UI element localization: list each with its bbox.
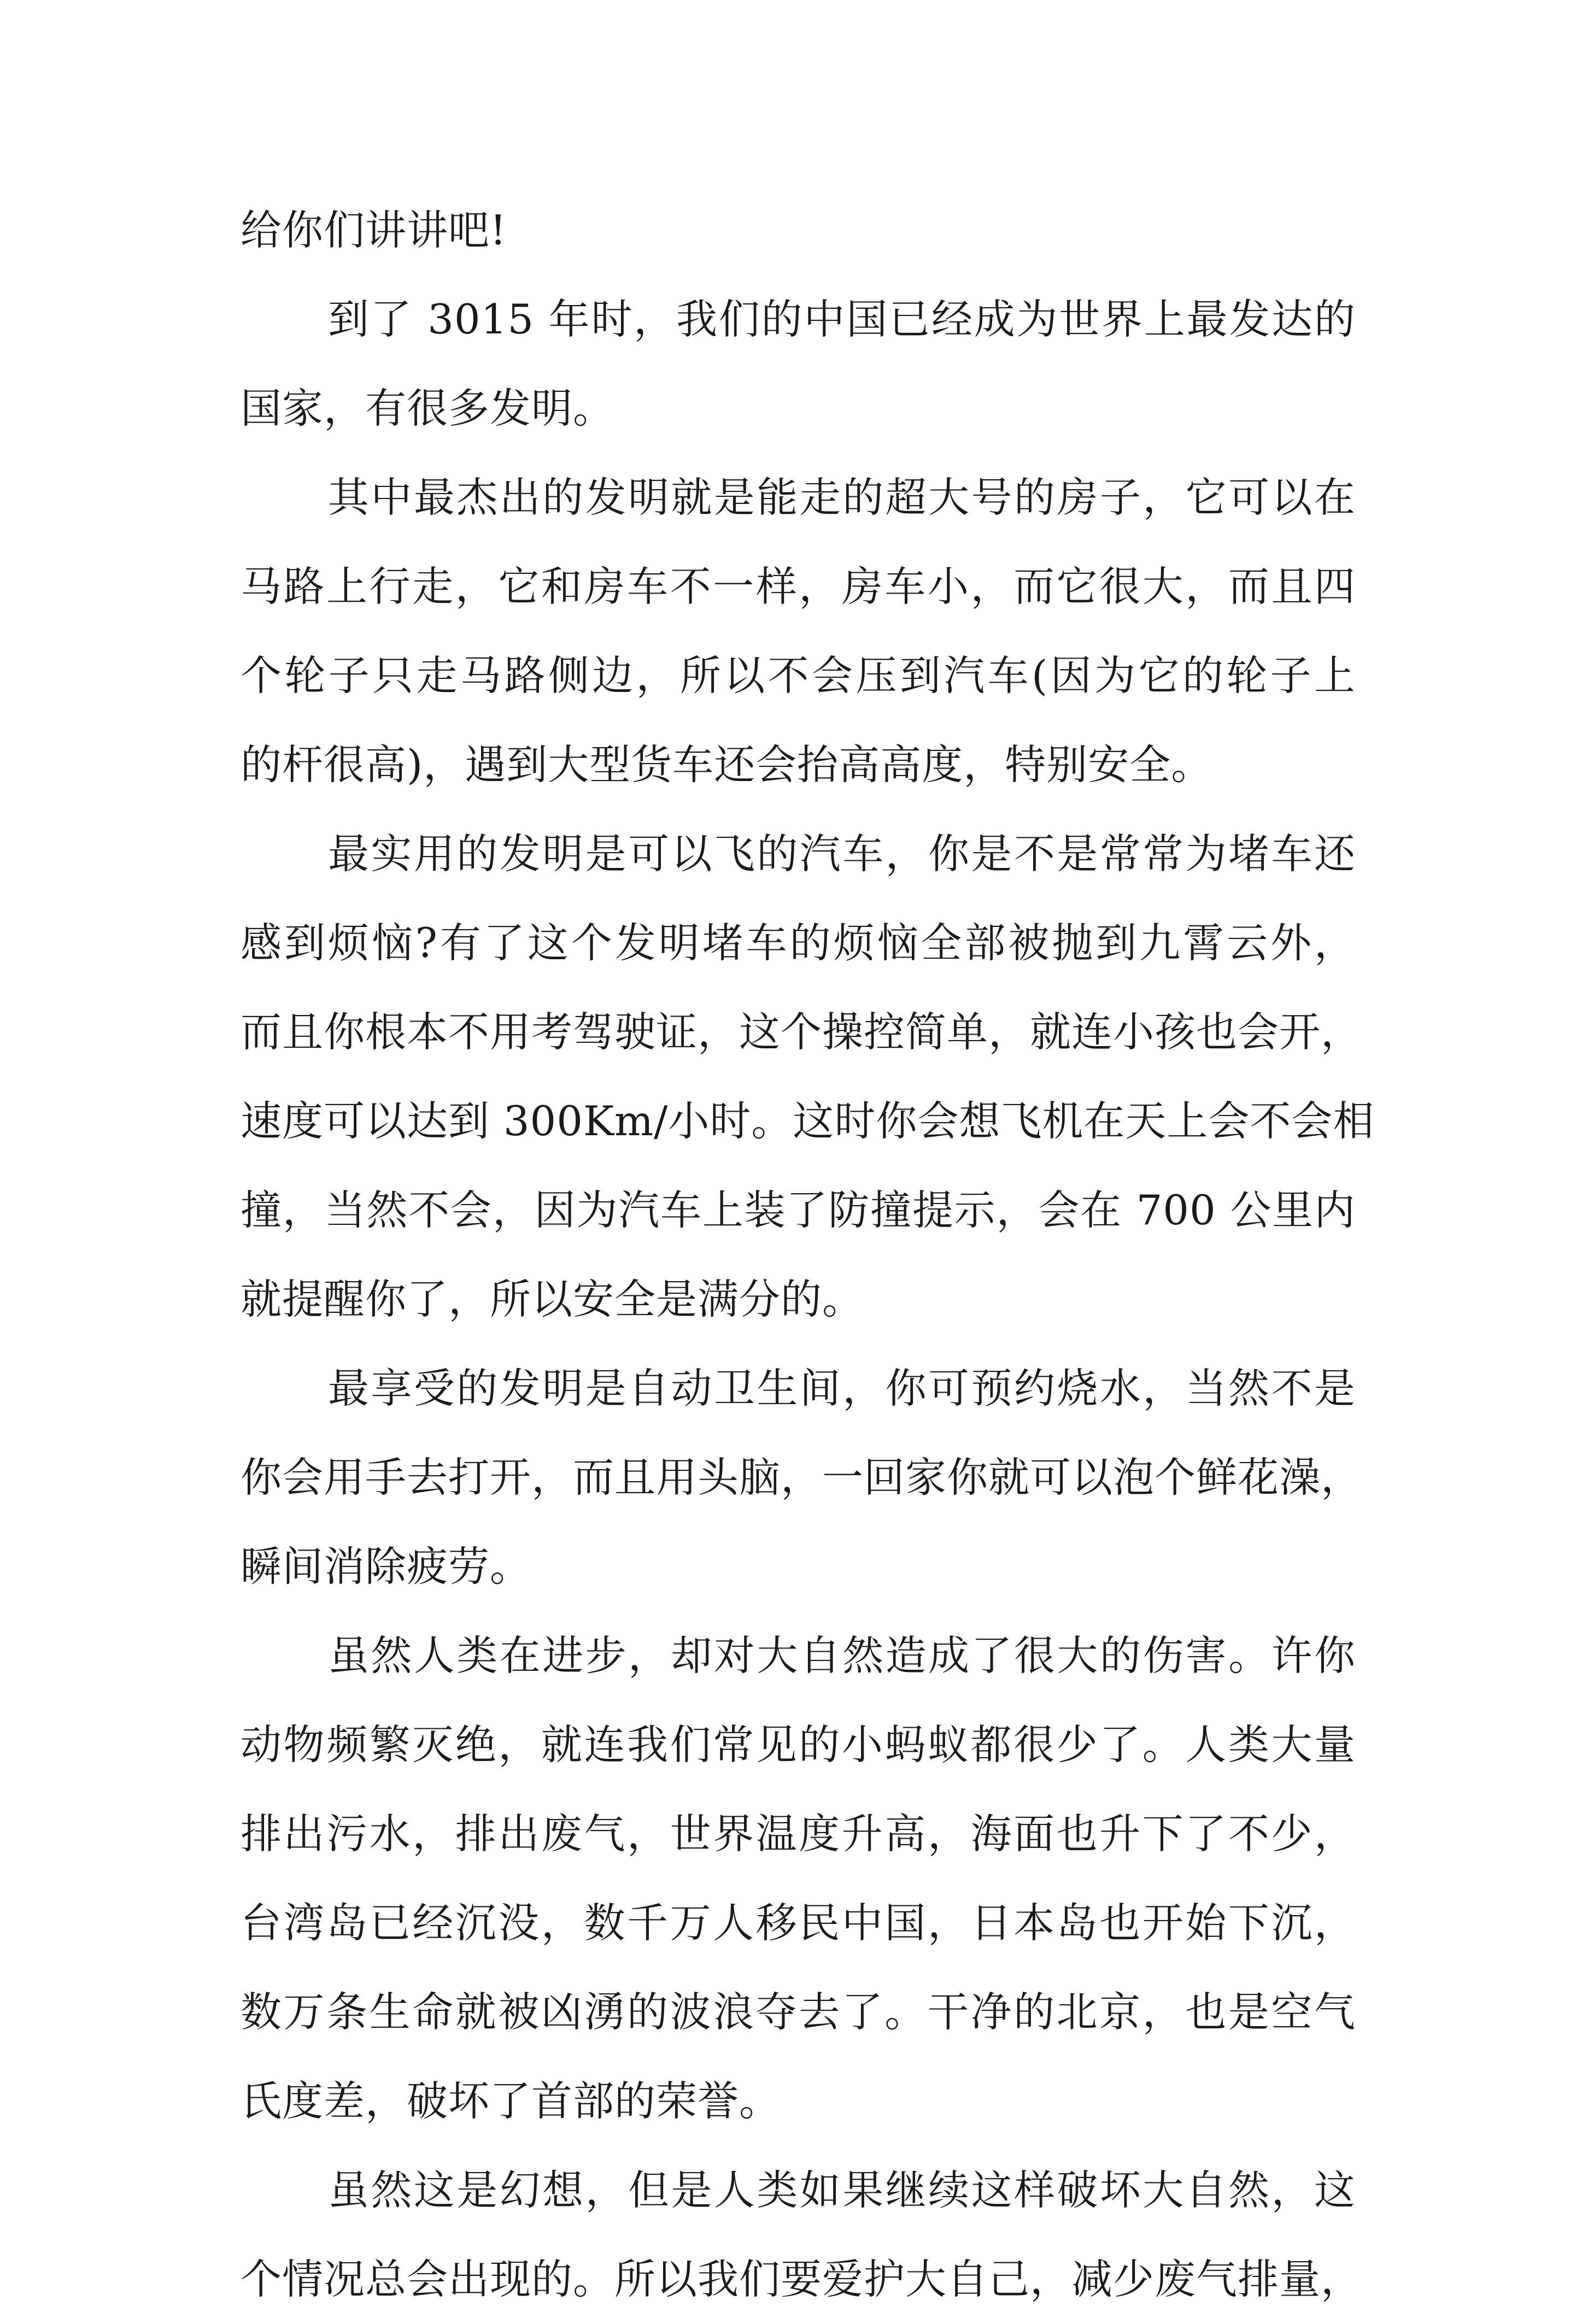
text-line: 撞，当然不会，因为汽车上装了防撞提示，会在 700 公里内: [241, 1186, 1356, 1234]
text-line: 个轮子只走马路侧边，所以不会压到汽车(因为它的轮子上: [241, 652, 1356, 700]
text-line: 个情况总会出现的。所以我们要爱护大自己，减少废气排量，: [241, 2255, 1363, 2303]
text-line: 感到烦恼?有了这个发明堵车的烦恼全部被抛到九霄云外，: [241, 919, 1356, 967]
text-line: 国家，有很多发明。: [241, 384, 615, 432]
text-line: 虽然人类在进步，却对大自然造成了很大的伤害。许你: [328, 1632, 1356, 1680]
text-line: 数万条生命就被凶湧的波浪夺去了。干净的北京，也是空气: [241, 1988, 1356, 2036]
text-line: 你会用手去打开，而且用头脑，一回家你就可以泡个鲜花澡，: [241, 1453, 1363, 1501]
text-line: 给你们讲讲吧!: [241, 206, 507, 254]
text-line: 的杆很高)，遇到大型货车还会抬高高度，特别安全。: [241, 741, 1213, 789]
text-line: 最享受的发明是自动卫生间，你可预约烧水，当然不是: [328, 1364, 1356, 1412]
essay-body: [241, 186, 1375, 2324]
text-line: 排出污水，排出废气，世界温度升高，海面也升下了不少，: [241, 1810, 1356, 1858]
text-line: 速度可以达到 300Km/小时。这时你会想飞机在天上会不会相: [241, 1097, 1375, 1145]
text-line: 其中最杰出的发明就是能走的超大号的房子，它可以在: [328, 473, 1356, 521]
text-line: 瞬间消除疲劳。: [241, 1542, 532, 1591]
text-line: 虽然这是幻想，但是人类如果继续这样破坏大自然，这: [328, 2166, 1356, 2214]
text-line: 马路上行走，它和房车不一样，房车小，而它很大，而且四: [241, 562, 1356, 611]
text-line: 到了 3015 年时，我们的中国已经成为世界上最发达的: [328, 295, 1356, 343]
text-line: 最实用的发明是可以飞的汽车，你是不是常常为堵车还: [328, 830, 1356, 878]
text-line: 氏度差，破坏了首部的荣誉。: [241, 2077, 781, 2125]
text-line: 而且你根本不用考驾驶证，这个操控简单，就连小孩也会开，: [241, 1008, 1363, 1056]
text-line: 就提醒你了，所以安全是满分的。: [241, 1275, 864, 1323]
text-line: 台湾岛已经沉没，数千万人移民中国，日本岛也开始下沉，: [241, 1899, 1356, 1947]
text-line: 动物频繁灭绝，就连我们常见的小蚂蚁都很少了。人类大量: [241, 1721, 1356, 1769]
